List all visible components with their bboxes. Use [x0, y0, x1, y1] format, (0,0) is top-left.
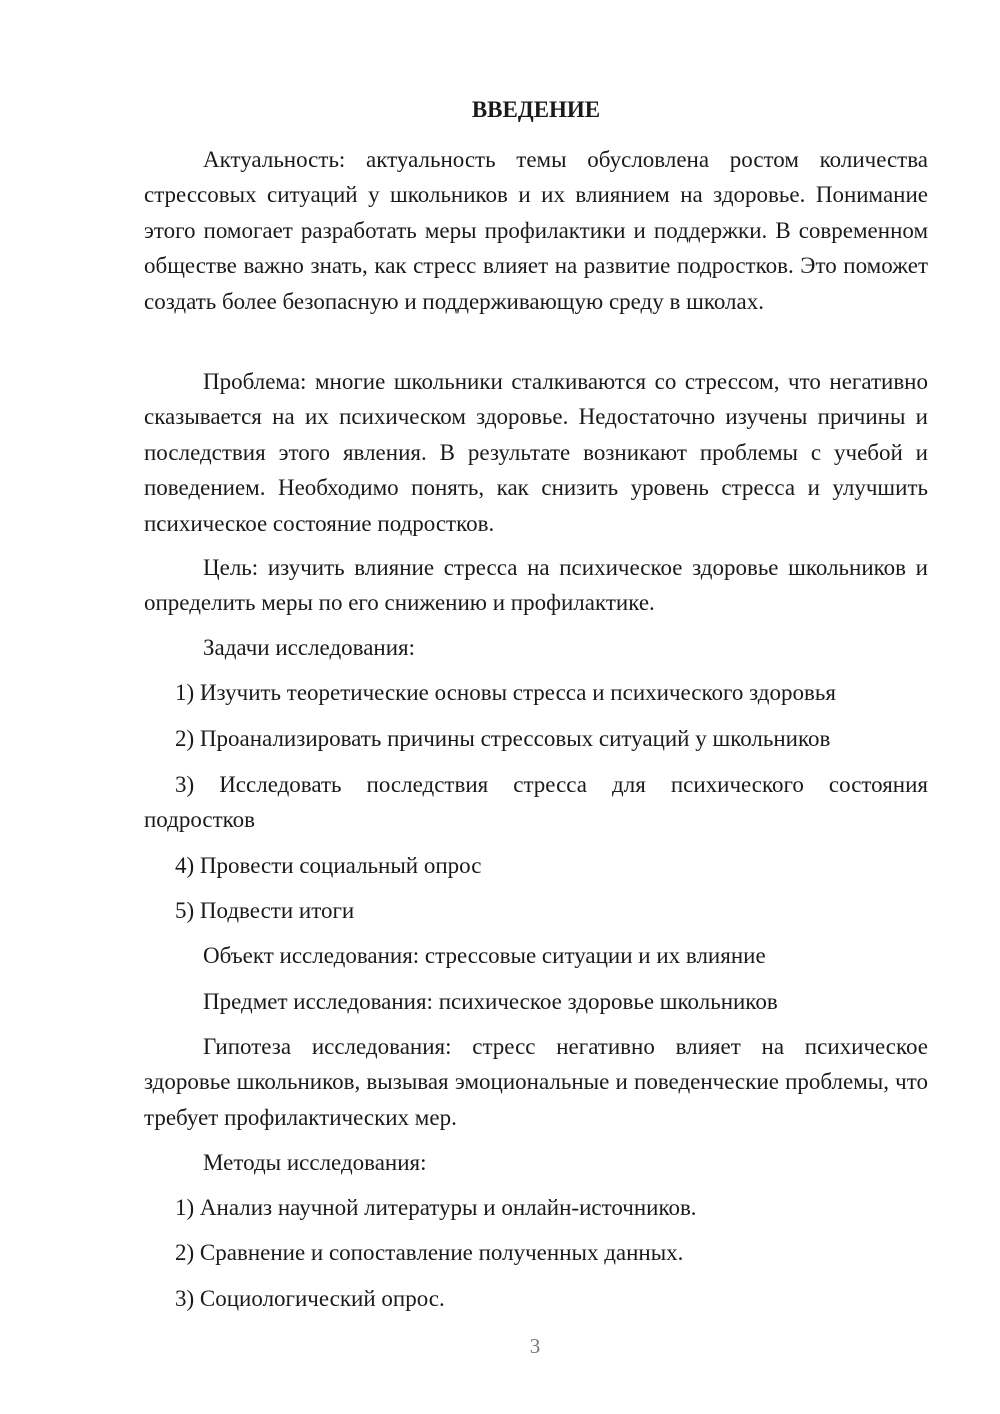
task-item-1: 1) Изучить теоретические основы стресса и психического здоровья [175, 680, 836, 705]
page-title: ВВЕДЕНИЕ [471, 97, 601, 122]
tasks-label: Задачи исследования: [203, 635, 416, 660]
method-item-3: 3) Социологический опрос. [175, 1286, 445, 1311]
hypothesis-paragraph: Гипотеза исследования: стресс негативно влияет на психическое здоровье школьников, вызывая эмоциональные и поведенческие проблемы, что требует профилактических мер. [144, 1034, 928, 1130]
problem-paragraph: Проблема: многие школьники сталкиваются со стрессом, что негативно сказывается на их психическом здоровье. Недостаточно изучены причины и последствия этого явления. В результате возникают проблемы с учебой и поведением. Необходимо понять, как снизить уровень стресса и улучшить психическое состояние подростков. [144, 369, 928, 536]
research-object: Объект исследования: стрессовые ситуации и их влияние [203, 943, 766, 968]
task-item-3: 3) Исследовать последствия стресса для психического состояния подростков [144, 772, 928, 833]
page-number: 3 [529, 1334, 541, 1358]
task-item-2: 2) Проанализировать причины стрессовых ситуаций у школьников [175, 726, 831, 751]
research-subject: Предмет исследования: психическое здоровье школьников [203, 989, 778, 1014]
task-item-4: 4) Провести социальный опрос [175, 853, 482, 878]
methods-label: Методы исследования: [203, 1150, 427, 1175]
method-item-1: 1) Анализ научной литературы и онлайн-источников. [175, 1195, 697, 1220]
task-item-5: 5) Подвести итоги [175, 898, 355, 923]
relevance-paragraph: Актуальность: актуальность темы обусловлена ростом количества стрессовых ситуаций у школьников и их влиянием на здоровье. Понимание этого помогает разработать меры профилактики и поддержки. В современном обществе важно знать, как стресс влияет на развитие подростков. Это поможет создать более безопасную и поддерживающую среду в школах. [144, 147, 928, 314]
goal-paragraph: Цель: изучить влияние стресса на психическое здоровье школьников и определить меры по его снижению и профилактике. [144, 555, 928, 616]
method-item-2: 2) Сравнение и сопоставление полученных данных. [175, 1240, 684, 1265]
